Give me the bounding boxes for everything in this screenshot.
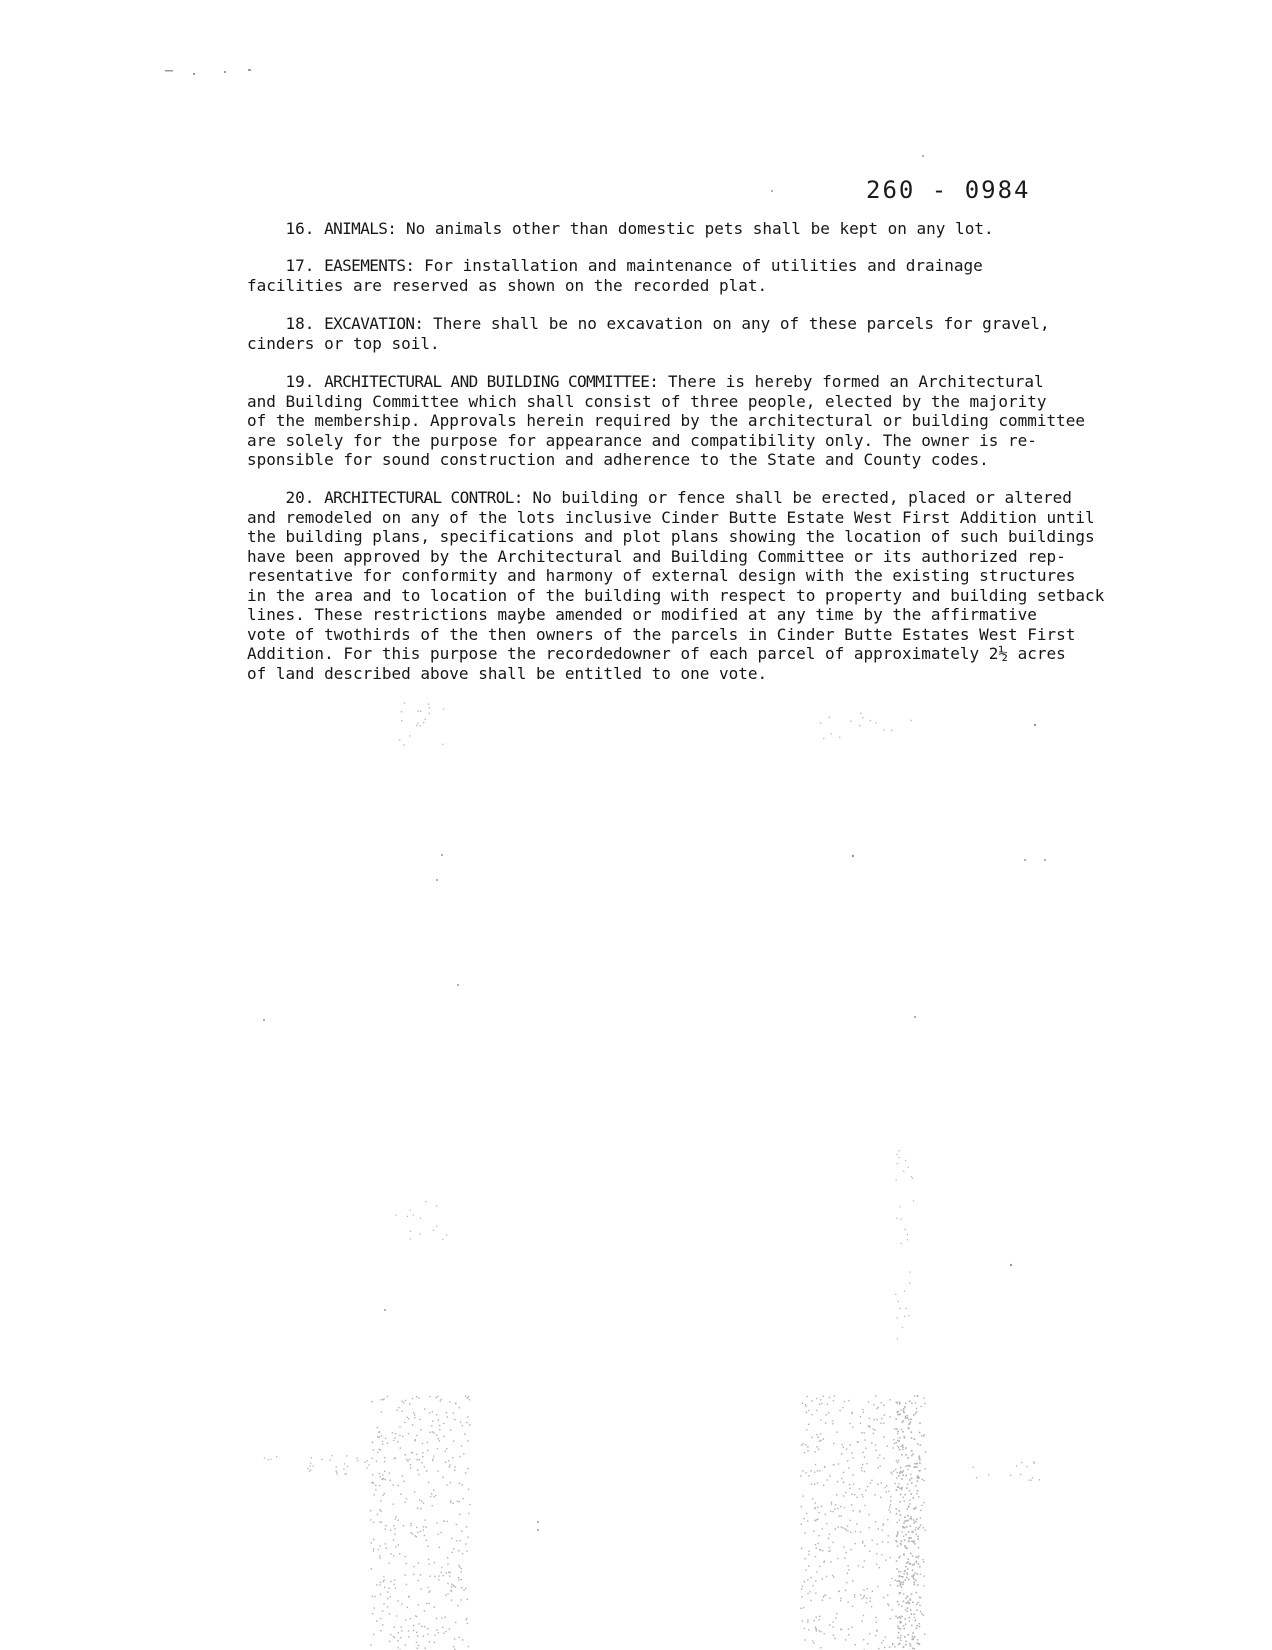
clause-number: 18. <box>285 314 315 333</box>
clause-line: and remodeled on any of the lots inclusive Cinder Butte Estate West First Addition until <box>247 507 1095 527</box>
clause-text: No building or fence shall be erected, placed or altered <box>532 488 1072 507</box>
clause-heading: EXCAVATION: <box>324 314 424 333</box>
clause-number: 19. <box>285 372 315 391</box>
clause-line: are solely for the purpose for appearance and compatibility only. The owner is re- <box>247 430 1037 450</box>
clause-heading: ANIMALS: <box>324 219 397 238</box>
clause-line: lines. These restrictions maybe amended or modified at any time by the affirmative <box>247 605 1037 624</box>
clause-number: 16. <box>285 219 315 238</box>
clause-text: For installation and maintenance of utilities and drainage <box>424 256 983 275</box>
clause-number: 20. <box>285 488 315 507</box>
clause-line: sponsible for sound construction and adherence to the State and County codes. <box>247 450 989 469</box>
clause-line: vote of twothirds of the then owners of the parcels in Cinder Butte Estates West First <box>247 624 1076 644</box>
clause-line: of the membership. Approvals herein required by the architectural or building committee <box>247 411 1086 430</box>
clause-line: Addition. For this purpose the recordedowner of each parcel of approximately 2½ acres <box>247 644 1066 663</box>
clause-line: and Building Committee which shall consist of three people, elected by the majority <box>247 391 1047 411</box>
clause-heading: EASEMENTS: <box>324 256 415 275</box>
clause-text: No animals other than domestic pets shall be kept on any lot. <box>405 219 994 238</box>
clause-line: have been approved by the Architectural and Building Committee or its authorized rep- <box>247 546 1066 566</box>
clause-line: facilities are reserved as shown on the recorded plat. <box>247 275 768 295</box>
clause-number: 17. <box>285 256 315 275</box>
clause-line: the building plans, specifications and plot plans showing the location of such buildings <box>247 527 1095 546</box>
clause-line: of land described above shall be entitled to one vote. <box>247 663 768 683</box>
clause-heading: ARCHITECTURAL CONTROL: <box>324 488 523 507</box>
reference-number: 260 - 0984 <box>866 176 1031 204</box>
clause-line: cinders or top soil. <box>247 333 440 353</box>
clause-line: resentative for conformity and harmony of external design with the existing structures <box>247 566 1076 585</box>
clause-text: There shall be no excavation on any of these parcels for gravel, <box>433 314 1050 333</box>
clause-line: in the area and to location of the building with respect to property and building setback <box>247 585 1105 605</box>
clause-heading: ARCHITECTURAL AND BUILDING COMMITTEE: <box>324 372 659 391</box>
clause-text: There is hereby formed an Architectural <box>667 372 1044 391</box>
